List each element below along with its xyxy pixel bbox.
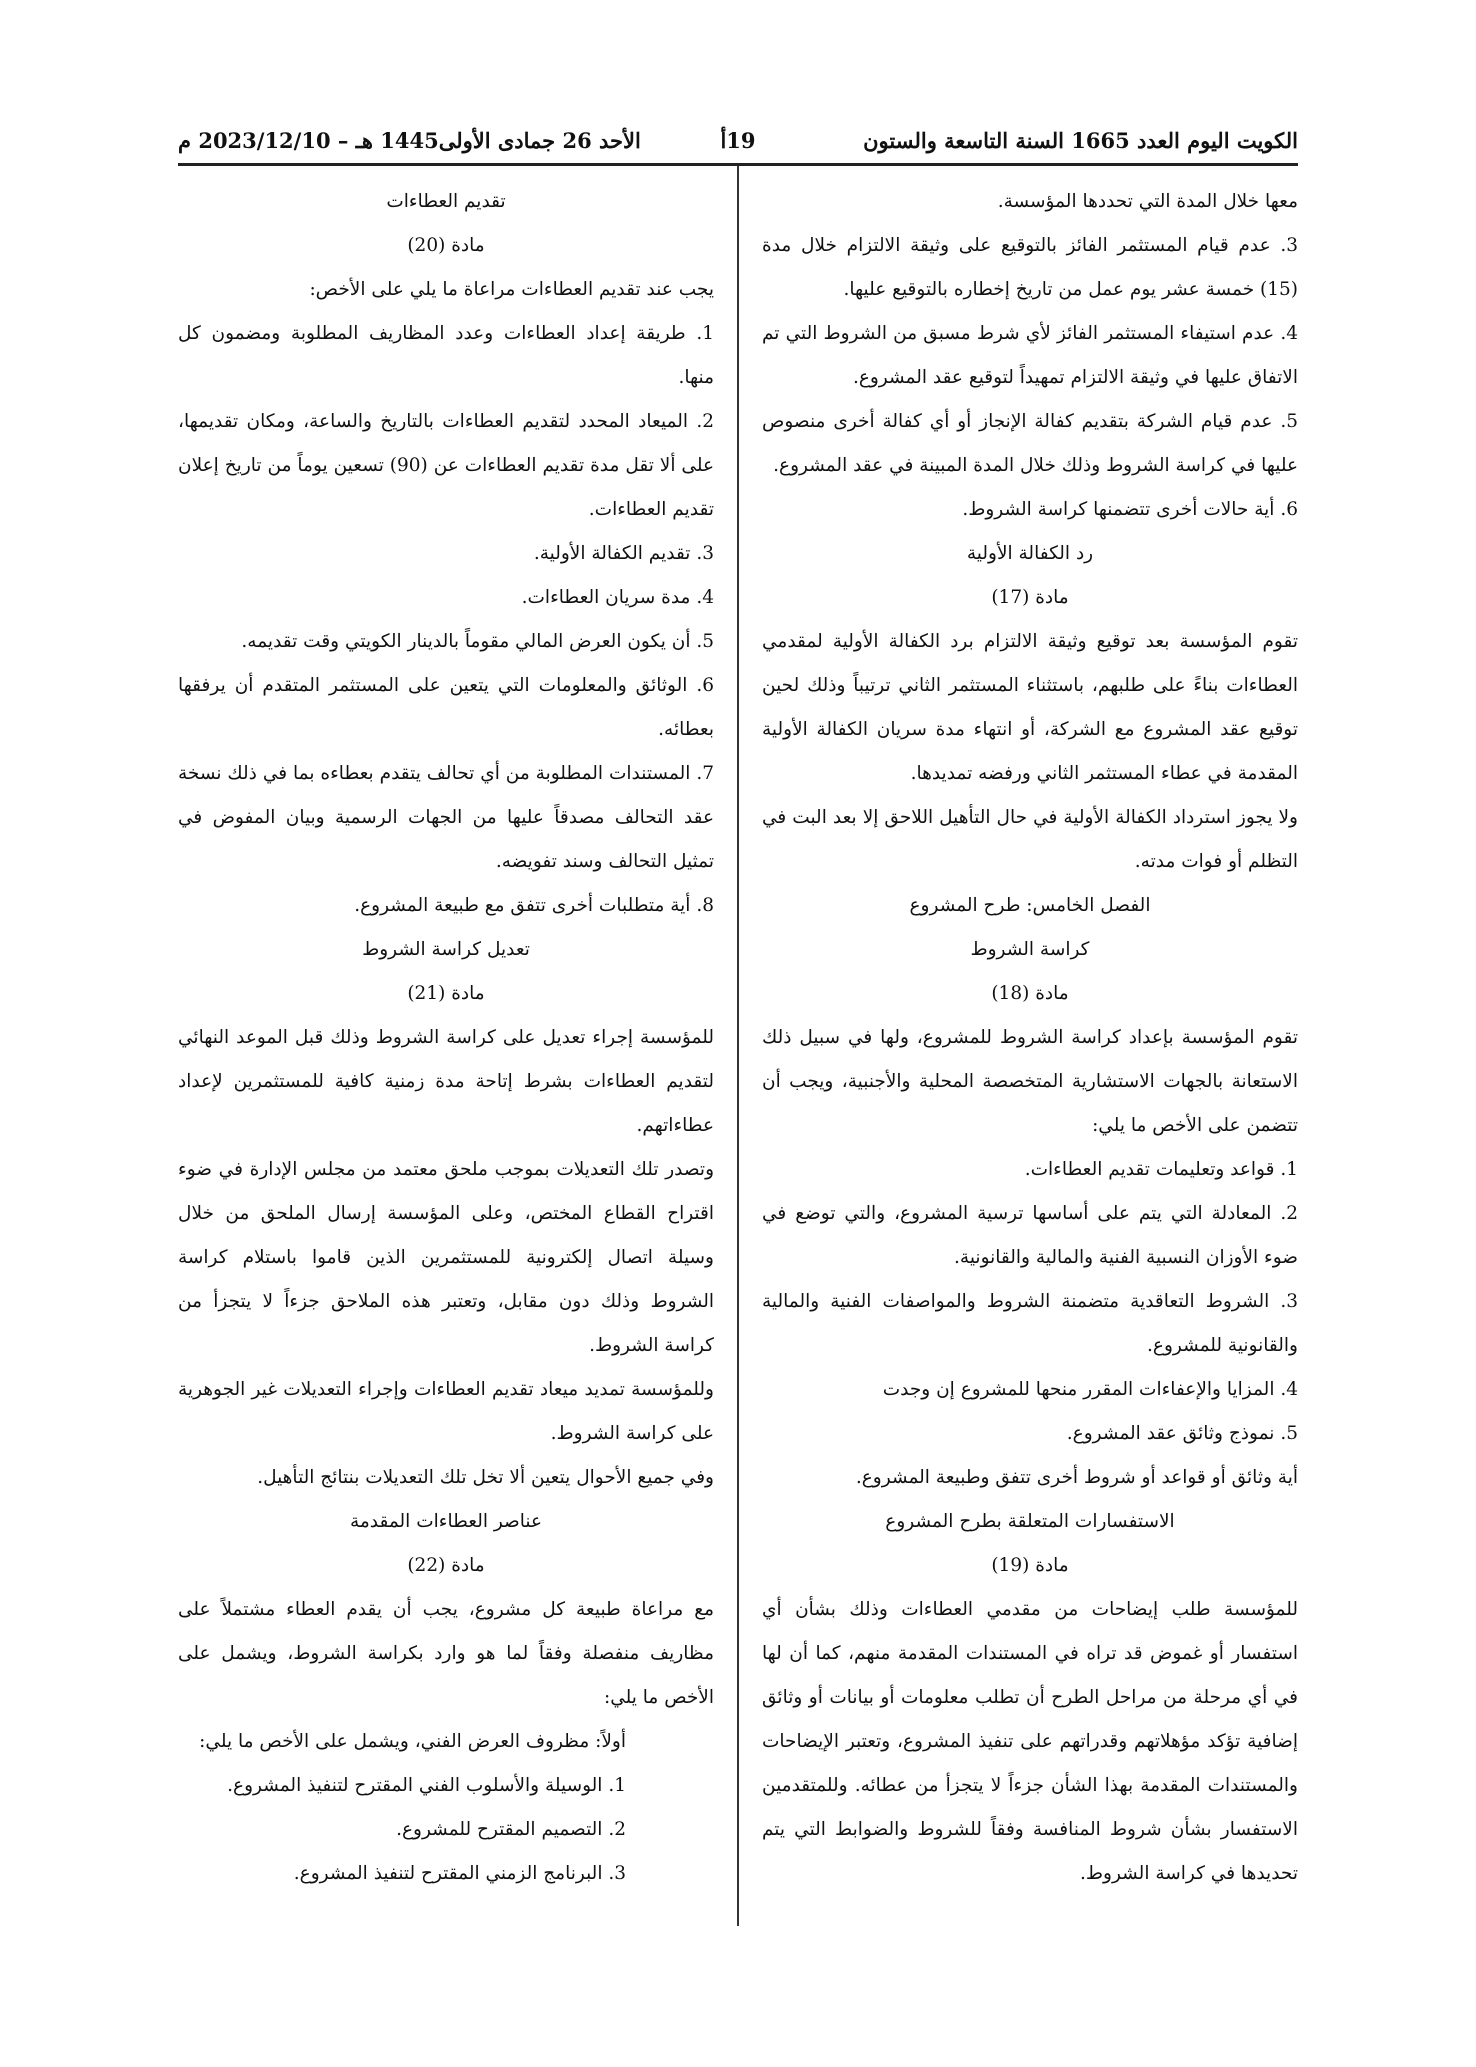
right-column-paragraph: معها خلال المدة التي تحددها المؤسسة. <box>997 191 1298 212</box>
left-column-heading: مادة (20) <box>407 235 485 256</box>
left-column-paragraph: 2. الميعاد المحدد لتقديم العطاءات بالتاريخ والساعة، ومكان تقديمها، على ألا تقل مدة تقديم العطاءات عن (90) تسعين يوماً من تاريخ إعلان تقديم العطاءات. <box>178 411 714 520</box>
left-column-paragraph: 3. البرنامج الزمني المقترح لتنفيذ المشروع. <box>293 1863 626 1884</box>
left-column-paragraph: يجب عند تقديم العطاءات مراعاة ما يلي على الأخص: <box>309 279 714 300</box>
left-column-paragraph: 4. مدة سريان العطاءات. <box>521 587 714 608</box>
left-column-heading: مادة (21) <box>407 983 485 1004</box>
left-column-paragraph: 7. المستندات المطلوبة من أي تحالف يتقدم بعطاءه بما في ذلك نسخة عقد التحالف مصدقاً عليها من الجهات الرسمية وبيان المفوض في تمثيل التحالف وسند تفويضه. <box>178 763 714 872</box>
left-column-paragraph: 8. أية متطلبات أخرى تتفق مع طبيعة المشروع. <box>354 895 714 916</box>
left-column-paragraph: 1. طريقة إعداد العطاءات وعدد المظاريف المطلوبة ومضمون كل منها. <box>178 323 714 388</box>
left-column-paragraph: مع مراعاة طبيعة كل مشروع، يجب أن يقدم العطاء مشتملاً على مظاريف منفصلة وفقاً لما هو وارد بكراسة الشروط، ويشمل على الأخص ما يلي: <box>178 1599 714 1708</box>
right-column-paragraph: 5. عدم قيام الشركة بتقديم كفالة الإنجاز أو أي كفالة أخرى منصوص عليها في كراسة الشروط وذلك خلال المدة المبينة في عقد المشروع. <box>762 411 1298 476</box>
right-column-paragraph: 1. قواعد وتعليمات تقديم العطاءات. <box>1024 1159 1298 1180</box>
left-column-paragraph: 1. الوسيلة والأسلوب الفني المقترح لتنفيذ المشروع. <box>227 1775 626 1796</box>
gazette-date: الأحد 26 جمادى الأولى1445 هـ – 2023/12/10 م <box>178 127 641 153</box>
left-column-paragraph: وللمؤسسة تمديد ميعاد تقديم العطاءات وإجراء التعديلات غير الجوهرية على كراسة الشروط. <box>178 1379 714 1444</box>
right-column-heading: مادة (17) <box>991 587 1069 608</box>
page-header <box>178 120 1298 160</box>
right-column-heading: كراسة الشروط <box>970 939 1090 960</box>
right-column <box>762 180 1298 1896</box>
left-column-paragraph: 2. التصميم المقترح للمشروع. <box>396 1819 626 1840</box>
left-column <box>178 180 714 1896</box>
column-divider <box>737 166 739 1926</box>
left-column-paragraph: أولاً: مظروف العرض الفني، ويشمل على الأخص ما يلي: <box>199 1731 626 1752</box>
left-column-heading: عناصر العطاءات المقدمة <box>349 1511 543 1532</box>
right-column-heading: مادة (18) <box>991 983 1069 1004</box>
left-column-heading: مادة (22) <box>407 1555 485 1576</box>
right-column-paragraph: 3. عدم قيام المستثمر الفائز بالتوقيع على وثيقة الالتزام خلال مدة (15) خمسة عشر يوم عمل من تاريخ إخطاره بالتوقيع عليها. <box>762 235 1298 300</box>
right-column-heading: رد الكفالة الأولية <box>966 543 1094 564</box>
right-column-paragraph: تقوم المؤسسة بعد توقيع وثيقة الالتزام برد الكفالة الأولية لمقدمي العطاءات بناءً على طلبهم، باستثناء المستثمر الثاني ترتيباً وذلك لحين توقيع عقد المشروع مع الشركة، أو انتهاء مدة سريان الكفالة الأولية المقدمة في عطاء المستثمر الثاني ورفضه تمديدها. <box>762 631 1298 784</box>
left-column-paragraph: للمؤسسة إجراء تعديل على كراسة الشروط وذلك قبل الموعد النهائي لتقديم العطاءات بشرط إتاحة مدة زمنية كافية للمستثمرين لإعداد عطاءاتهم. <box>178 1027 714 1136</box>
left-column-paragraph: 6. الوثائق والمعلومات التي يتعين على المستثمر المتقدم أن يرفقها بعطائه. <box>178 675 714 740</box>
right-column-paragraph: 4. المزايا والإعفاءات المقرر منحها للمشروع إن وجدت <box>882 1379 1298 1400</box>
left-column-paragraph: 3. تقديم الكفالة الأولية. <box>533 543 714 564</box>
right-column-heading: مادة (19) <box>991 1555 1069 1576</box>
left-column-heading: تعديل كراسة الشروط <box>362 939 530 960</box>
left-column-paragraph: 5. أن يكون العرض المالي مقوماً بالدينار الكويتي وقت تقديمه. <box>241 631 714 652</box>
right-column-paragraph: 3. الشروط التعاقدية متضمنة الشروط والمواصفات الفنية والمالية والقانونية للمشروع. <box>762 1291 1298 1356</box>
right-column-heading: الاستفسارات المتعلقة بطرح المشروع <box>885 1511 1175 1532</box>
right-column-paragraph: 6. أية حالات أخرى تتضمنها كراسة الشروط. <box>962 499 1298 520</box>
right-column-paragraph: للمؤسسة طلب إيضاحات من مقدمي العطاءات وذلك بشأن أي استفسار أو غموض قد تراه في المستندات المقدمة منهم، كما أن لها في أي مرحلة من مراحل الطرح أن تطلب معلومات أو بيانات أو وثائق إضافية تؤكد مؤهلاتهم وقدراتهم على تنفيذ المشروع، وتعتبر الإيضاحات والمستندات المقدمة بهذا الشأن جزءاً لا يتجزأ من عطائه. وللمتقدمين الاستفسار بشأن شروط المنافسة وفقاً للشروط والضوابط التي يتم تحديدها في كراسة الشروط. <box>762 1599 1298 1884</box>
gazette-issue-info: الكويت اليوم العدد 1665 السنة التاسعة والستون <box>863 127 1298 153</box>
left-column-paragraph: وتصدر تلك التعديلات بموجب ملحق معتمد من مجلس الإدارة في ضوء اقتراح القطاع المختص، وعلى المؤسسة إرسال الملحق من خلال وسيلة اتصال إلكترونية للمستثمرين الذين قاموا باستلام كراسة الشروط وذلك دون مقابل، وتعتبر هذه الملاحق جزءاً لا يتجزأ من كراسة الشروط. <box>178 1159 714 1356</box>
page-number: 19أ <box>720 127 756 153</box>
right-column-paragraph: 2. المعادلة التي يتم على أساسها ترسية المشروع، والتي توضع في ضوء الأوزان النسبية الفنية والمالية والقانونية. <box>762 1203 1298 1268</box>
right-column-paragraph: أية وثائق أو قواعد أو شروط أخرى تتفق وطبيعة المشروع. <box>855 1467 1298 1488</box>
left-column-heading: تقديم العطاءات <box>386 191 506 212</box>
right-column-paragraph: 4. عدم استيفاء المستثمر الفائز لأي شرط مسبق من الشروط التي تم الاتفاق عليها في وثيقة الالتزام تمهيداً لتوقيع عقد المشروع. <box>762 323 1298 388</box>
right-column-paragraph: ولا يجوز استرداد الكفالة الأولية في حال التأهيل اللاحق إلا بعد البت في التظلم أو فوات مدته. <box>762 807 1298 872</box>
right-column-paragraph: 5. نموذج وثائق عقد المشروع. <box>1066 1423 1298 1444</box>
right-column-paragraph: تقوم المؤسسة بإعداد كراسة الشروط للمشروع، ولها في سبيل ذلك الاستعانة بالجهات الاستشارية المتخصصة المحلية والأجنبية، ويجب أن تتضمن على الأخص ما يلي: <box>762 1027 1298 1136</box>
left-column-paragraph: وفي جميع الأحوال يتعين ألا تخل تلك التعديلات بنتائج التأهيل. <box>257 1467 714 1488</box>
right-column-heading: الفصل الخامس: طرح المشروع <box>909 895 1151 916</box>
